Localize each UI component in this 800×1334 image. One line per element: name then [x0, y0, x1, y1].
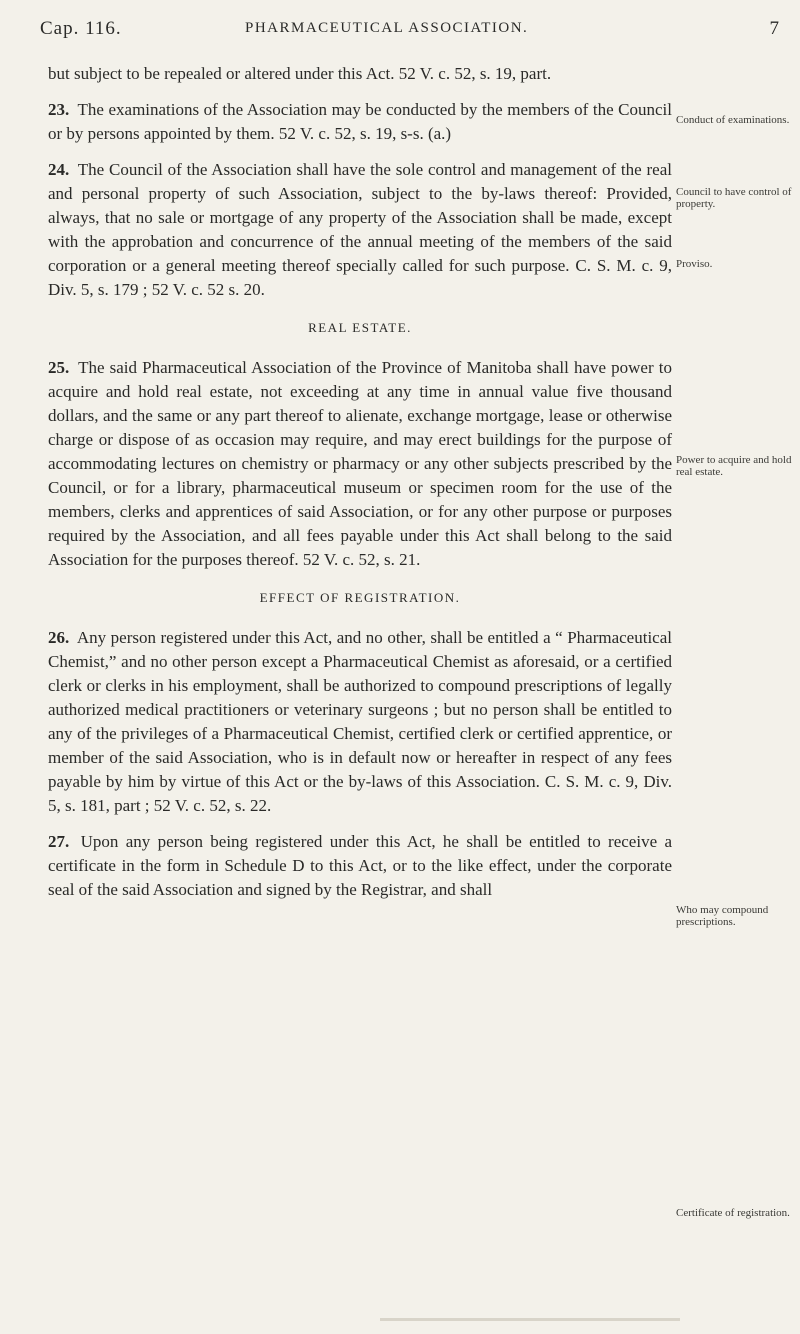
section-text: The said Pharmaceutical Association of the Province of Manitoba shall have power to acquire and hold real estate, not exceeding at any time in annual value five thousand dollars, and the same or any part thereof to alienate, exchange mortgage, lease or otherwise charge or dispose of as occasion may require, and may erect buildings for the purpose of accommodating lectures on chemistry or pharmacy or any other subjects prescribed by the Council, or for a library, pharmaceutical museum or specimen room for the use of the members, clerks and apprentices of said Association, or for any other purpose or purposes required by the Association, and all fees payable under this Act shall belong to the said Association for the purposes thereof. 52 V. c. 52, s. 21. [48, 358, 672, 569]
section-number: 26. [48, 628, 70, 647]
section-text: Upon any person being registered under this Act, he shall be entitled to receive a certificate in the form in Schedule D to this Act, or to the like effect, under the corporate seal of the said Association and signed by the Registrar, and shall [48, 832, 673, 899]
margin-notes [676, 0, 794, 1334]
margin-note-council: Council to have control of property. [676, 186, 792, 210]
margin-note-certificate: Certificate of registration. [676, 1207, 790, 1219]
page-header [40, 18, 780, 52]
section-number: 23. [48, 100, 70, 119]
section-27 [48, 830, 672, 902]
body-text [48, 62, 672, 914]
chapter-label: Cap. 116. [40, 18, 122, 39]
section-text: The examinations of the Association may be conducted by the members of the Council or by persons appointed by them. 52 V. c. 52, s. 19, s-s. (a.) [48, 100, 672, 143]
margin-note-who-may: Who may compound prescriptions. [676, 904, 769, 928]
section-text: The Council of the Association shall have the sole control and management of the real and personal property of such Association, subject to the by-laws thereof: Provided, always, that no sale or mortgage of any property of the Association shall be made, except with the approbation and concurrence of the annual meeting of the members of the said corporation or a general meeting thereof specially called for such purpose. C. S. M. c. 9, Div. 5, s. 179 ; 52 V. c. 52 s. 20. [48, 160, 672, 299]
margin-note-conduct: Conduct of examinations. [676, 114, 790, 126]
heading-real-estate: REAL ESTATE. [308, 320, 412, 335]
section-26 [48, 626, 672, 818]
margin-note-proviso: Proviso. [676, 258, 713, 270]
page-edge-smudge [380, 1318, 680, 1321]
margin-note-power: Power to acquire and hold real estate. [676, 454, 792, 478]
continuation-paragraph: but subject to be repealed or altered under this Act. 52 V. c. 52, s. 19, part. [48, 64, 552, 83]
section-25 [48, 356, 672, 572]
running-title: PHARMACEUTICAL ASSOCIATION. [245, 20, 529, 36]
section-number: 25. [48, 358, 70, 377]
section-24 [48, 158, 672, 302]
section-number: 24. [48, 160, 70, 179]
section-23 [48, 98, 672, 146]
section-number: 27. [48, 832, 70, 851]
section-text: Any person registered under this Act, and no other, shall be entitled a “ Pharmaceutical Chemist,” and no other person except a Pharmaceutical Chemist as aforesaid, or a certified clerk or clerks in his employment, shall be authorized to compound prescriptions of legally authorized medical practitioners or veterinary surgeons ; but no person shall be entitled to any of the privileges of a Pharmaceutical Chemist, certified clerk or certified apprentice, or member of the said Association, who is in default now or hereafter in respect of any fees payable by him by virtue of this Act or the by-laws of this Association. C. S. M. c. 9, Div. 5, s. 181, part ; 52 V. c. 52, s. 22. [48, 628, 672, 815]
heading-effect-of-registration: EFFECT OF REGISTRATION. [259, 590, 461, 605]
page-number: 7 [769, 18, 780, 39]
